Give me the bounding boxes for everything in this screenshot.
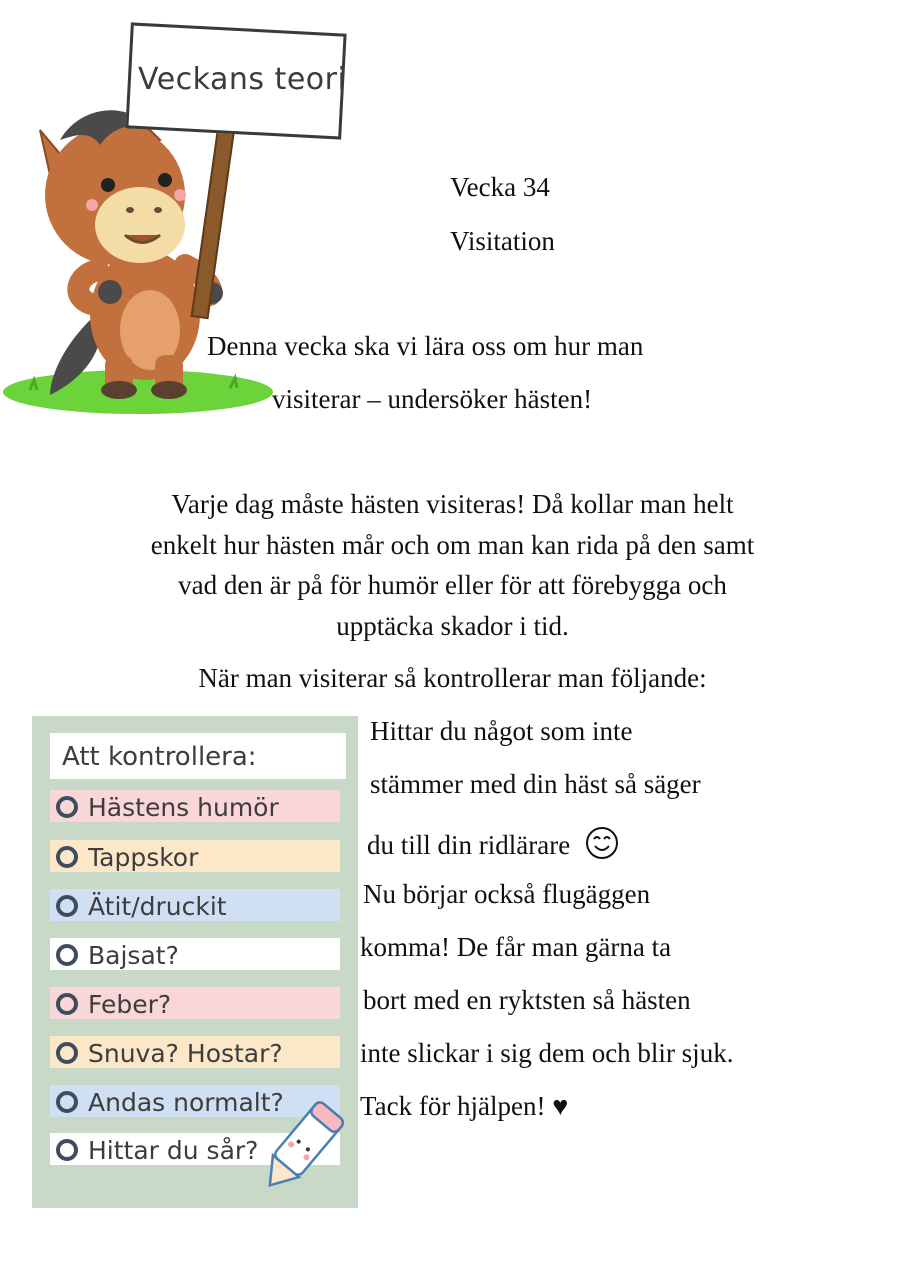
sign-text: Veckans teori xyxy=(138,62,347,97)
checklist-item-label: Ätit/druckit xyxy=(88,892,227,921)
checklist-item-label: Tappskor xyxy=(88,843,199,872)
side-line-4: Nu börjar också flugäggen xyxy=(363,879,651,909)
body-line-4: upptäcka skador i tid. xyxy=(336,611,569,641)
checklist-item xyxy=(50,1036,340,1068)
side-line-5: komma! De får man gärna ta xyxy=(360,932,672,962)
intro-line-2: visiterar – undersöker hästen! xyxy=(272,384,593,414)
side-line-2: stämmer med din häst så säger xyxy=(370,769,701,799)
checklist-item xyxy=(50,987,340,1019)
topic-title: Visitation xyxy=(450,226,555,256)
checkbox-circle-icon xyxy=(56,1091,78,1113)
intro-line-1: Denna vecka ska vi lära oss om hur man xyxy=(207,331,644,361)
checklist-item-label: Hästens humör xyxy=(88,793,279,822)
checkbox-circle-icon xyxy=(56,1139,78,1161)
week-title: Vecka 34 xyxy=(450,172,550,202)
body-line-1: Varje dag måste hästen visiteras! Då kollar man helt xyxy=(171,489,734,519)
checklist-item xyxy=(50,840,340,872)
side-line-6: bort med en ryktsten så hästen xyxy=(363,985,691,1015)
smiley-icon xyxy=(585,826,619,860)
checklist-item-label: Andas normalt? xyxy=(88,1088,284,1117)
checklist-item-label: Feber? xyxy=(88,990,172,1019)
body-line-3: vad den är på för humör eller för att förebygga och xyxy=(178,570,727,600)
checkbox-circle-icon xyxy=(56,796,78,818)
side-line-7: inte slickar i sig dem och blir sjuk. xyxy=(360,1038,734,1068)
body-lead: När man visiterar så kontrollerar man följande: xyxy=(198,663,707,693)
checklist-item-label: Snuva? Hostar? xyxy=(88,1039,283,1068)
checkbox-circle-icon xyxy=(56,846,78,868)
body-line-2: enkelt hur hästen mår och om man kan rida på den samt xyxy=(150,530,755,560)
checklist-item-label: Hittar du sår? xyxy=(88,1136,259,1165)
pencil-icon xyxy=(250,1095,355,1200)
side-line-3-text: du till din ridlärare xyxy=(367,830,571,860)
checklist-title: Att kontrollera: xyxy=(62,742,257,772)
checkbox-circle-icon xyxy=(56,1042,78,1064)
checklist-item xyxy=(50,790,340,822)
side-line-1: Hittar du något som inte xyxy=(370,716,633,746)
checkbox-circle-icon xyxy=(56,895,78,917)
checklist-item xyxy=(50,938,340,970)
checklist-item-label: Bajsat? xyxy=(88,941,179,970)
checklist-item xyxy=(50,889,340,921)
side-line-8: Tack för hjälpen! ♥ xyxy=(360,1091,569,1121)
checkbox-circle-icon xyxy=(56,944,78,966)
side-line-3 xyxy=(367,826,619,860)
checkbox-circle-icon xyxy=(56,993,78,1015)
